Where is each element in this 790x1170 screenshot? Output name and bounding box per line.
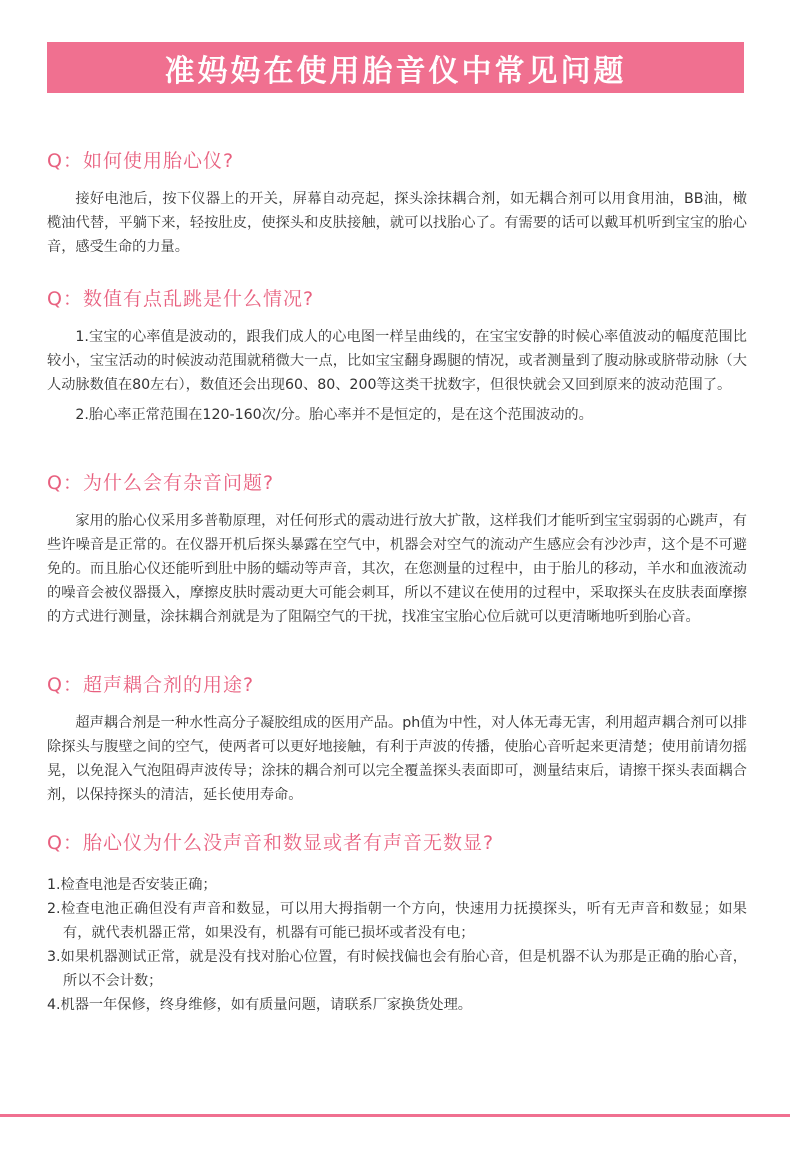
faq-section-no-sound-display <box>47 828 747 1017</box>
troubleshooting-list <box>47 873 747 1017</box>
faq-section-jumping-values <box>47 284 747 427</box>
question-heading: Q：为什么会有杂音问题? <box>47 472 275 494</box>
question-heading: Q：胎心仪为什么没声音和数显或者有声音无数显? <box>47 832 495 854</box>
faq-section-noise <box>47 468 747 629</box>
footer-divider <box>0 1114 790 1117</box>
list-item: 2.检查电池正确但没有声音和数显，可以用大拇指朝一个方向，快速用力抚摸探头，听有无声音和数显；如果有，就代表机器正常，如果没有，机器有可能已损坏或者没有电； <box>47 901 747 941</box>
title-banner <box>47 42 744 93</box>
question-heading: Q：如何使用胎心仪? <box>47 150 235 172</box>
list-item: 1.检查电池是否安装正确； <box>47 877 217 893</box>
answer-paragraph: 超声耦合剂是一种水性高分子凝胶组成的医用产品。ph值为中性，对人体无毒无害，利用超声耦合剂可以排除探头与腹壁之间的空气，使两者可以更好地接触，有利于声波的传播，使胎心音听起来更清楚；使用前请勿摇晃，以免混入气泡阻碍声波传导；涂抹的耦合剂可以完全覆盖探头表面即可，测量结束后，请擦干探头表面耦合剂，以保持探头的清洁，延长使用寿命。 <box>47 715 747 803</box>
list-item: 4.机器一年保修，终身维修，如有质量问题，请联系厂家换货处理。 <box>47 997 472 1013</box>
list-item: 3.如果机器测试正常，就是没有找对胎心位置，有时候找偏也会有胎心音，但是机器不认为那是正确的胎心音，所以不会计数； <box>47 949 747 989</box>
answer-paragraph: 接好电池后，按下仪器上的开关，屏幕自动亮起，探头涂抹耦合剂，如无耦合剂可以用食用油，BB油，橄榄油代替，平躺下来，轻按肚皮，使探头和皮肤接触，就可以找胎心了。有需要的话可以戴耳机听到宝宝的胎心音，感受生命的力量。 <box>47 191 747 255</box>
question-heading: Q：超声耦合剂的用途? <box>47 674 255 696</box>
answer-paragraph: 家用的胎心仪采用多普勒原理，对任何形式的震动进行放大扩散，这样我们才能听到宝宝弱弱的心跳声，有些许噪音是正常的。在仪器开机后探头暴露在空气中，机器会对空气的流动产生感应会有沙沙声，这个是不可避免的。而且胎心仪还能听到肚中肠的蠕动等声音，其次，在您测量的过程中，由于胎儿的移动，羊水和血液流动的噪音会被仪器摄入，摩擦皮肤时震动更大可能会刺耳，所以不建议在使用的过程中，采取探头在皮肤表面摩擦的方式进行测量，涂抹耦合剂就是为了阻隔空气的干扰，找准宝宝胎心位后就可以更清晰地听到胎心音。 <box>47 513 747 625</box>
faq-section-coupling-gel <box>47 670 747 807</box>
faq-section-how-to-use <box>47 146 747 259</box>
page-title: 准妈妈在使用胎音仪中常见问题 <box>164 53 627 89</box>
answer-paragraph: 1.宝宝的心率值是波动的，跟我们成人的心电图一样呈曲线的，在宝宝安静的时候心率值波动的幅度范围比较小，宝宝活动的时候波动范围就稍微大一点，比如宝宝翻身踢腿的情况，或者测量到了腹动脉或脐带动脉（大人动脉数值在80左右），数值还会出现60、80、200等这类干扰数字，但很快就会又回到原来的波动范围了。 <box>47 329 747 393</box>
answer-paragraph: 2.胎心率正常范围在120-160次/分。胎心率并不是恒定的，是在这个范围波动的。 <box>75 407 593 423</box>
question-heading: Q：数值有点乱跳是什么情况? <box>47 288 315 310</box>
